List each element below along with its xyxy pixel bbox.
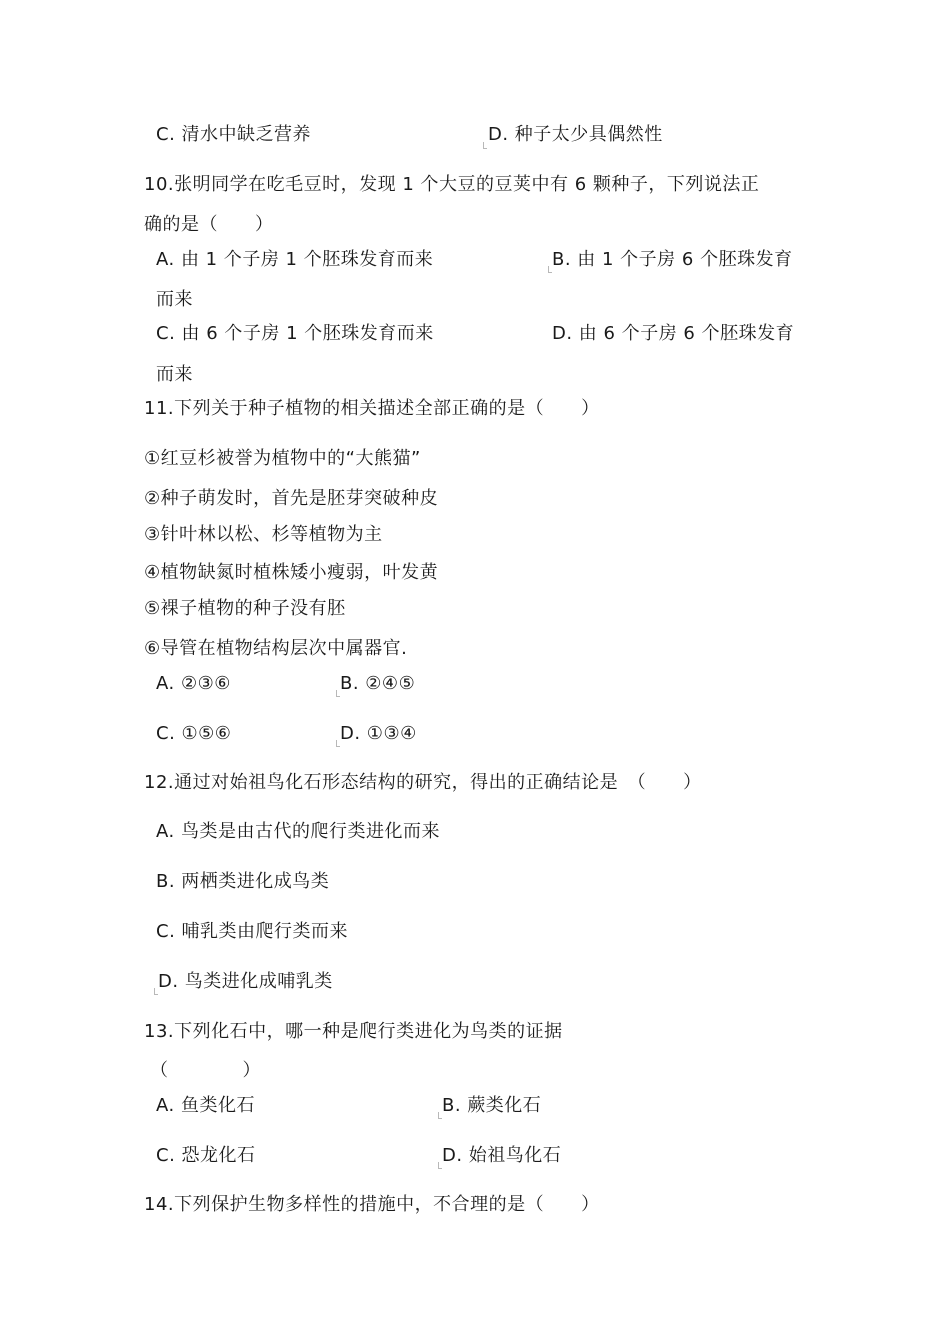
q13-option-a: A. 鱼类化石 [156, 1095, 255, 1116]
q11-stem: 11.下列关于种子植物的相关描述全部正确的是（ ） [144, 398, 600, 419]
q10-stem-line1: 10.张明同学在吃毛豆时，发现 1 个大豆的豆荚中有 6 颗种子，下列说法正 [144, 174, 760, 195]
q10-option-c: C. 由 6 个子房 1 个胚珠发育而来 [156, 323, 434, 344]
q10-stem-line2: 确的是（ ） [144, 214, 274, 235]
q14-stem: 14.下列保护生物多样性的措施中，不合理的是（ ） [144, 1194, 600, 1215]
q13-stem: 13.下列化石中，哪一种是爬行类进化为鸟类的证据 [144, 1021, 563, 1042]
q10-option-b: B. 由 1 个子房 6 个胚珠发育 [552, 249, 793, 270]
q12-option-b: B. 两栖类进化成鸟类 [156, 871, 330, 892]
q13-option-c: C. 恐龙化石 [156, 1145, 256, 1166]
q11-statement: ①红豆杉被誉为植物中的“大熊猫” [144, 448, 421, 469]
q11-statement: ⑥导管在植物结构层次中属器官. [144, 638, 408, 659]
q11-statement: ③针叶林以松、杉等植物为主 [144, 524, 383, 545]
q12-stem: 12.通过对始祖鸟化石形态结构的研究，得出的正确结论是 （ ） [144, 772, 702, 793]
anchor-mark [483, 142, 487, 149]
q9-option-d: D. 种子太少具偶然性 [488, 124, 663, 145]
q11-statement: ②种子萌发时，首先是胚芽突破种皮 [144, 488, 439, 509]
q11-option-b: B. ②④⑤ [340, 673, 416, 694]
q11-option-a: A. ②③⑥ [156, 673, 231, 694]
q12-option-d: D. 鸟类进化成哺乳类 [158, 971, 333, 992]
q9-option-c: C. 清水中缺乏营养 [156, 124, 312, 145]
q10-option-a: A. 由 1 个子房 1 个胚珠发育而来 [156, 249, 434, 270]
q11-statement: ④植物缺氮时植株矮小瘦弱，叶发黄 [144, 562, 439, 583]
q11-option-c: C. ①⑤⑥ [156, 723, 232, 744]
q13-answer-paren: （ ） [150, 1060, 261, 1081]
q10-option-d-cont: 而来 [156, 364, 193, 385]
q10-option-b-cont: 而来 [156, 289, 193, 310]
q11-statement: ⑤裸子植物的种子没有胚 [144, 598, 346, 619]
q11-option-d: D. ①③④ [340, 723, 417, 744]
q13-option-d: D. 始祖鸟化石 [442, 1145, 562, 1166]
q10-option-d: D. 由 6 个子房 6 个胚珠发育 [552, 323, 795, 344]
q12-option-c: C. 哺乳类由爬行类而来 [156, 921, 349, 942]
q12-option-a: A. 鸟类是由古代的爬行类进化而来 [156, 821, 440, 842]
q13-option-b: B. 蕨类化石 [442, 1095, 542, 1116]
